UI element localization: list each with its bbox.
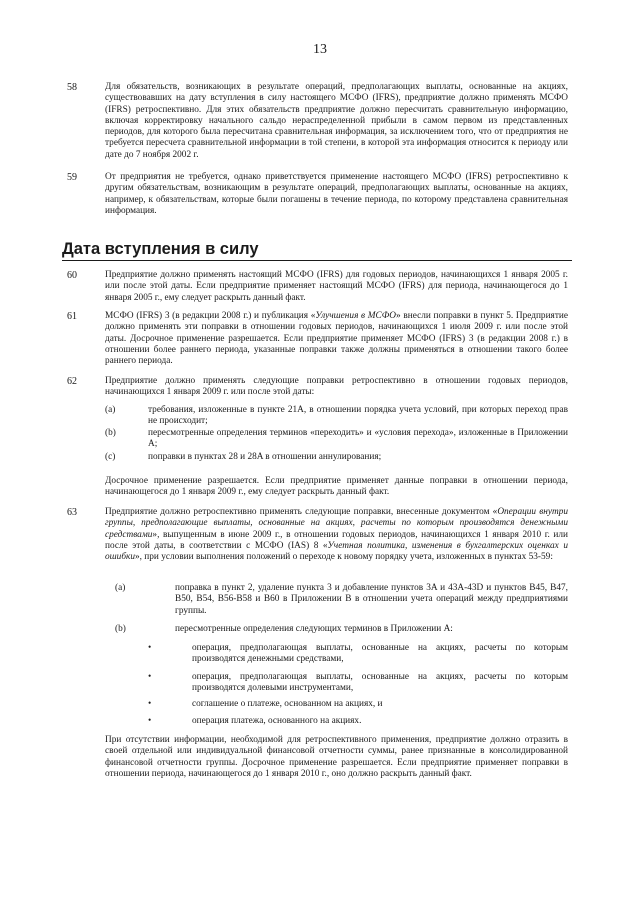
paragraph-63-item-b: пересмотренные определения следующих терминов в Приложении A: [175, 624, 453, 634]
paragraph-62-intro: Предприятие должно применять следующие поправки ретроспективно в отношении годовых периодов, начинающихся 1 января 2009 г. или после этой даты: [105, 376, 568, 398]
paragraph-62-closing: Досрочное применение разрешается. Если предприятие применяет данные поправки в отношении периода, начинающегося до 1 января 2009 г., ему следует раскрыть данный факт. [105, 476, 568, 498]
paragraph-number-60: 60 [67, 270, 77, 281]
paragraph-number-62: 62 [67, 376, 77, 387]
paragraph-63-item-label-a: (a) [115, 583, 126, 593]
paragraph-63-closing: При отсутствии информации, необходимой для ретроспективного применения, предприятие должно отразить в своей отдельной или индивидуальной финансовой отчетности суммы, ранее признанные в консолидированной финансовой отчетности группы. Досрочное применение разрешается. Если предприятие применяет поправки в отношении периода, начинающегося до 1 января 2010 г., оно должно раскрыть данный факт. [105, 735, 568, 779]
paragraph-number-58: 58 [67, 82, 77, 93]
paragraph-62-item-b: пересмотренные определения терминов «переходить» и «условия перехода», изложенные в Приложении A; [148, 428, 568, 450]
paragraph-63-intro-a: Предприятие должно ретроспективно применять следующие поправки, внесенные документом « [105, 507, 498, 517]
paragraph-62-item-label-a: (a) [105, 405, 116, 415]
paragraph-number-59: 59 [67, 172, 77, 183]
paragraph-63-bullet-1: операция, предполагающая выплаты, основанные на акциях, расчеты по которым производятся денежными средствами, [192, 643, 568, 665]
section-heading: Дата вступления в силу [62, 239, 572, 261]
paragraph-63-bullet-4: операция платежа, основанного на акциях. [192, 716, 362, 726]
bullet-dot: • [148, 643, 152, 653]
paragraph-58: Для обязательств, возникающих в результате операций, предполагающих выплаты, основанные на акциях, существовавших на дату вступления в силу настоящего МСФО (IFRS), предприятие должно применять МСФО (IFRS) ретроспективно. Для этих обязательств предприятие должно пересчитать сравнительную информацию, включая корректировку начального сальдо нераспределенной прибыли в самом первом из представленных периодов, для которого была пересчитана сравнительная информация, за исключением того, что от предприятия не требуется пересчета сравнительной информации в той степени, в которой эта информация относится к периоду или дате до 7 ноября 2002 г. [105, 82, 568, 160]
paragraph-62-item-c: поправки в пунктах 28 и 28A в отношении аннулирования; [148, 452, 382, 462]
paragraph-61 [105, 311, 568, 367]
paragraph-63-intro-c: », при условии выполнения положений о переходе к новому порядку учета, изложенных в пунктах 53-59: [135, 552, 553, 563]
paragraph-62-item-a: требования, изложенные в пункте 21A, в отношении порядка учета условий, при которых переход прав не происходит; [148, 405, 568, 427]
paragraph-63-intro [105, 507, 568, 563]
paragraph-63-item-a: поправка в пункт 2, удаление пункта 3 и добавление пунктов 3A и 43A-43D и пунктов B45, B47, B50, B54, B56-B58 и B60 в Приложении B в отношении учета операций между предприятиями группы. [175, 583, 568, 616]
paragraph-61-text-b: » внесли поправки в пункт 5. Предприятие должно применять эти поправки в отношении годовых периодов, начинающихся 1 июля 2009 г. или после этой даты. Досрочное применение разрешается. Если предприятие применяет МСФО (IFRS) 3 (в редакции 2008 г.) в отношении более раннего периода, указанные поправки также должны применяться в отношении такого более раннего периода. [105, 311, 569, 367]
bullet-dot: • [148, 672, 152, 682]
paragraph-62-item-label-b: (b) [105, 428, 116, 438]
paragraph-63-bullet-2: операция, предполагающая выплаты, основанные на акциях, расчеты по которым производятся долевыми инструментами, [192, 672, 568, 694]
paragraph-61-text-a: МСФО (IFRS) 3 (в редакции 2008 г.) и публикация « [105, 311, 316, 321]
bullet-dot: • [148, 716, 152, 726]
paragraph-63-intro-b: », выпущенным в июне 2009 г., в отношении годовых периодов, начинающихся 1 января 2010 г. или после этой даты, в соответствии с МСФО (IAS) 8 « [105, 529, 568, 551]
page-number: 13 [313, 42, 327, 57]
paragraph-63-bullet-3: соглашение о платеже, основанном на акциях, и [192, 699, 383, 709]
paragraph-63-italic-1: Операции внутри группы, предполагающие выплаты, основанные на акциях, расчеты по которым производятся денежными средствами [105, 507, 568, 540]
bullet-dot: • [148, 699, 152, 709]
paragraph-number-63: 63 [67, 507, 77, 518]
paragraph-number-61: 61 [67, 311, 77, 322]
paragraph-62-item-label-c: (c) [105, 452, 116, 462]
paragraph-60: Предприятие должно применять настоящий МСФО (IFRS) для годовых периодов, начинающихся 1 января 2005 г. или после этой даты. Если предприятие применяет настоящий МСФО (IFRS) для периода, начинающегося до 1 января 2005 г., ему следует раскрыть данный факт. [105, 270, 568, 303]
paragraph-59: От предприятия не требуется, однако приветствуется применение настоящего МСФО (IFRS) ретроспективно к другим обязательствам, возникающим в результате операций, предполагающих выплаты, основанные на акциях, например, к обязательствам, которые были погашены в течение периода, по которому представлена сравнительная информация. [105, 172, 568, 216]
paragraph-63-italic-2: Учетная политика, изменения в бухгалтерских оценках и ошибки [105, 540, 568, 563]
paragraph-61-italic: Улучшения в МСФО [315, 311, 397, 321]
paragraph-63-item-label-b: (b) [115, 624, 126, 634]
